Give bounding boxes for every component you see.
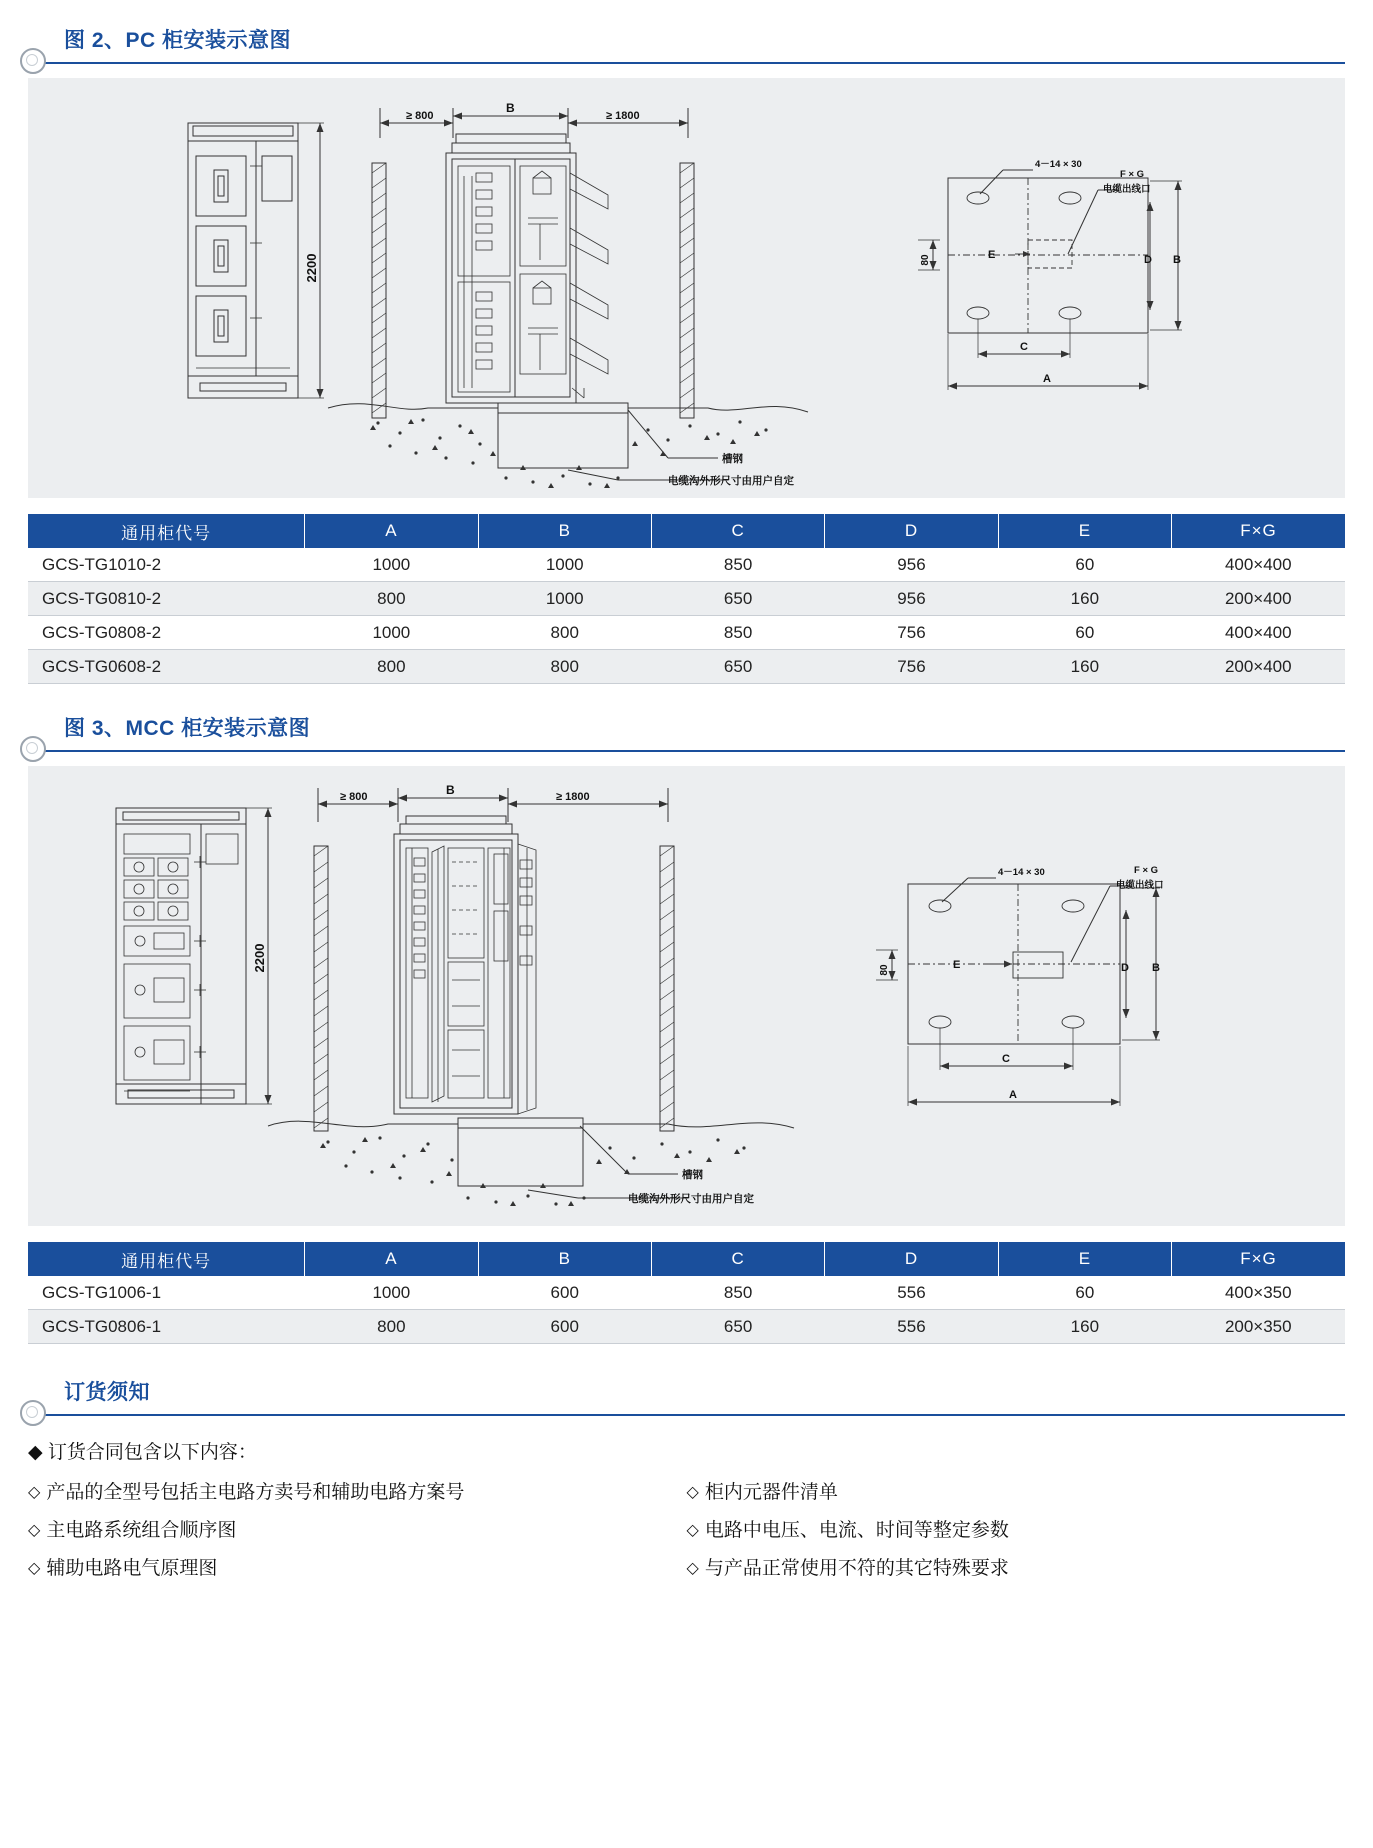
cell-c: 850 [651, 1276, 824, 1310]
cell-d: 556 [825, 1276, 998, 1310]
cell-b: 800 [478, 650, 651, 684]
table-header-row [28, 1242, 1345, 1276]
notice-item-text: 柜内元器件清单 [704, 1482, 838, 1503]
order-notice-section [0, 1378, 1373, 1588]
label-dim-80: 80 [920, 254, 931, 266]
cell-e: 60 [998, 616, 1171, 650]
th-d: D [825, 514, 998, 548]
cell-e: 60 [998, 1276, 1171, 1310]
cell-e: 160 [998, 650, 1171, 684]
cell-d: 556 [825, 1310, 998, 1344]
cell-code: GCS-TG0806-1 [28, 1310, 305, 1344]
notice-item-text: 辅助电路电气原理图 [46, 1558, 218, 1579]
ring-decoration-icon [20, 1400, 46, 1426]
th-c: C [651, 1242, 824, 1276]
th-a: A [305, 1242, 478, 1276]
label-cable-outlet: 电缆出线口 [1116, 880, 1164, 891]
th-b: B [478, 514, 651, 548]
notice-item [28, 1550, 687, 1588]
label-bolt-note: 4－14 × 30 [1035, 159, 1082, 170]
cell-a: 1000 [305, 548, 478, 582]
label-channel-steel: 槽钢 [722, 453, 743, 465]
section-gap [0, 684, 1373, 714]
notice-item-text: 电路中电压、电流、时间等整定参数 [704, 1520, 1009, 1541]
cell-d: 956 [825, 582, 998, 616]
label-fg: F × G [1120, 169, 1145, 180]
cell-fg: 400×400 [1172, 616, 1345, 650]
top-spacer [0, 0, 1373, 26]
diamond-bullet-icon: ◇ [686, 1560, 699, 1577]
table-row [28, 616, 1345, 650]
spec-table-pc [28, 514, 1345, 684]
cell-fg: 200×400 [1172, 582, 1345, 616]
cell-c: 850 [651, 548, 824, 582]
cell-code: GCS-TG0810-2 [28, 582, 305, 616]
label-clearance-right: ≥ 1800 [556, 791, 590, 803]
label-dim-d: D [1121, 962, 1129, 974]
cell-b: 600 [478, 1310, 651, 1344]
notice-item-text: 主电路系统组合顺序图 [46, 1520, 237, 1541]
section-title-notice: 订货须知 [64, 1381, 150, 1404]
label-cable-outlet: 电缆出线口 [1103, 184, 1151, 195]
th-code: 通用柜代号 [28, 1242, 305, 1276]
label-dim-c: C [1002, 1053, 1010, 1065]
diamond-bullet-icon: ◇ [28, 1484, 41, 1501]
cell-e: 160 [998, 582, 1171, 616]
cell-fg: 400×400 [1172, 548, 1345, 582]
cell-b: 800 [478, 616, 651, 650]
notice-item [687, 1550, 1346, 1588]
notice-body [28, 1434, 1345, 1588]
cell-c: 650 [651, 1310, 824, 1344]
th-code: 通用柜代号 [28, 514, 305, 548]
notice-lead: ◆ 订货合同包含以下内容： [28, 1442, 257, 1463]
table-row [28, 548, 1345, 582]
label-dim-b-top: B [506, 101, 515, 115]
cell-fg: 200×350 [1172, 1310, 1345, 1344]
label-clearance-left: ≥ 800 [406, 110, 434, 122]
diamond-bullet-icon: ◇ [686, 1484, 699, 1501]
table-row [28, 650, 1345, 684]
cell-c: 650 [651, 582, 824, 616]
cell-fg: 200×400 [1172, 650, 1345, 684]
notice-column-right [687, 1474, 1346, 1588]
cell-code: GCS-TG1006-1 [28, 1276, 305, 1310]
th-b: B [478, 1242, 651, 1276]
cell-b: 600 [478, 1276, 651, 1310]
th-a: A [305, 514, 478, 548]
table-row [28, 1310, 1345, 1344]
ring-decoration-icon [20, 736, 46, 762]
label-height-2200: 2200 [252, 943, 267, 973]
label-dim-b: B [1152, 962, 1160, 974]
th-d: D [825, 1242, 998, 1276]
th-fg: F×G [1172, 514, 1345, 548]
label-dim-c: C [1020, 341, 1028, 353]
label-dim-b-top: B [446, 783, 455, 797]
table-header-row [28, 514, 1345, 548]
label-clearance-left: ≥ 800 [340, 791, 368, 803]
notice-item [28, 1474, 687, 1512]
notice-item [687, 1512, 1346, 1550]
label-dim-b: B [1173, 254, 1181, 266]
cell-b: 1000 [478, 582, 651, 616]
cell-c: 650 [651, 650, 824, 684]
cell-c: 850 [651, 616, 824, 650]
label-height-2200: 2200 [304, 253, 319, 283]
th-c: C [651, 514, 824, 548]
notice-column-left [28, 1474, 687, 1588]
diamond-bullet-icon: ◇ [28, 1560, 41, 1577]
diamond-bullet-icon: ◇ [28, 1522, 41, 1539]
diamond-bullet-icon: ◇ [686, 1522, 699, 1539]
notice-item [687, 1474, 1346, 1512]
label-bolt-note: 4－14 × 30 [998, 867, 1045, 878]
spec-table-mcc [28, 1242, 1345, 1344]
figure-mcc-cabinet [28, 766, 1345, 1226]
label-dim-80: 80 [879, 964, 890, 976]
section-heading-fig2 [28, 26, 1345, 64]
section-heading-fig3 [28, 714, 1345, 752]
notice-item [28, 1512, 687, 1550]
th-e: E [998, 514, 1171, 548]
cell-code: GCS-TG1010-2 [28, 548, 305, 582]
section-title-fig2: 图 2、PC 柜安装示意图 [64, 29, 292, 52]
notice-item-text: 产品的全型号包括主电路方卖号和辅助电路方案号 [46, 1482, 465, 1503]
cell-d: 756 [825, 616, 998, 650]
label-dim-e: E [953, 959, 961, 971]
label-fg: F × G [1134, 865, 1159, 876]
th-e: E [998, 1242, 1171, 1276]
notice-columns [28, 1474, 1345, 1588]
cell-a: 800 [305, 650, 478, 684]
label-channel-steel: 槽钢 [682, 1169, 703, 1181]
notice-item-text: 与产品正常使用不符的其它特殊要求 [704, 1558, 1009, 1579]
cell-b: 1000 [478, 548, 651, 582]
cell-code: GCS-TG0608-2 [28, 650, 305, 684]
label-dim-d: D [1144, 254, 1152, 266]
section-title-fig3: 图 3、MCC 柜安装示意图 [64, 717, 311, 740]
label-dim-a: A [1009, 1089, 1017, 1101]
ring-decoration-icon [20, 48, 46, 74]
cell-e: 60 [998, 548, 1171, 582]
table-row [28, 1276, 1345, 1310]
cell-d: 956 [825, 548, 998, 582]
cell-a: 800 [305, 582, 478, 616]
label-trench-note: 电缆沟外形尺寸由用户自定 [628, 1193, 754, 1205]
label-trench-note: 电缆沟外形尺寸由用户自定 [668, 475, 794, 487]
cell-fg: 400×350 [1172, 1276, 1345, 1310]
label-clearance-right: ≥ 1800 [606, 110, 640, 122]
cell-d: 756 [825, 650, 998, 684]
cell-a: 1000 [305, 616, 478, 650]
cell-e: 160 [998, 1310, 1171, 1344]
figure-pc-cabinet [28, 78, 1345, 498]
label-dim-a: A [1043, 373, 1051, 385]
cell-a: 1000 [305, 1276, 478, 1310]
section-heading-notice [28, 1378, 1345, 1416]
th-fg: F×G [1172, 1242, 1345, 1276]
cell-a: 800 [305, 1310, 478, 1344]
table-row [28, 582, 1345, 616]
label-dim-e: E [988, 249, 996, 261]
cell-code: GCS-TG0808-2 [28, 616, 305, 650]
